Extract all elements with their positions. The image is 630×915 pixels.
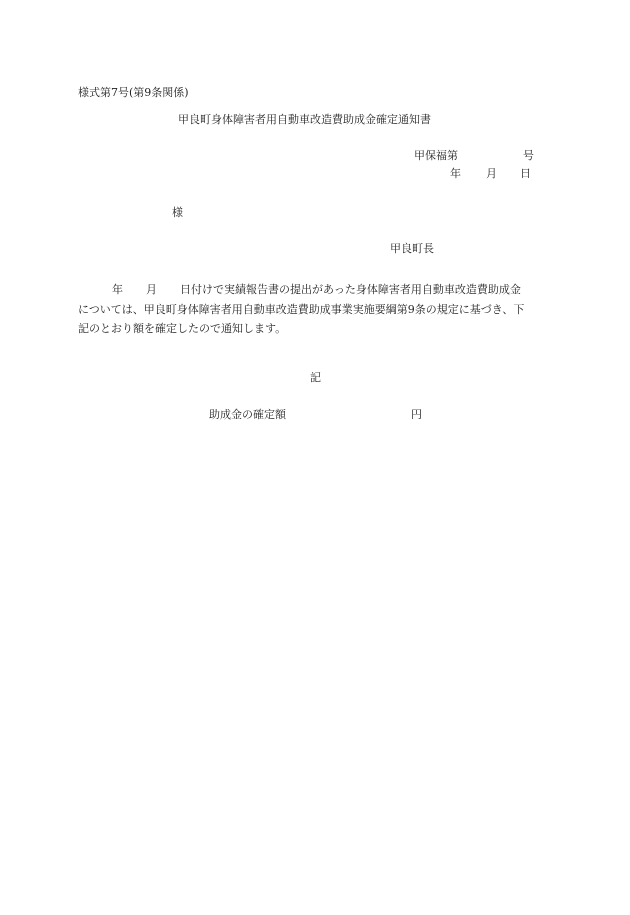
ki-heading: 記 xyxy=(310,371,321,384)
body-line-2: については、甲良町身体障害者用自動車改造費助成事業実施要綱第9条の規定に基づき、下 xyxy=(78,302,525,316)
date-month: 月 xyxy=(486,167,497,180)
doc-number-prefix: 甲保福第 xyxy=(414,149,458,162)
addressee-suffix: 様 xyxy=(172,206,183,219)
doc-number-suffix: 号 xyxy=(523,149,534,162)
body-lead-year: 年 xyxy=(112,283,123,296)
document-title: 甲良町身体障害者用自動車改造費助成金確定通知書 xyxy=(178,113,431,126)
amount-label: 助成金の確定額 xyxy=(209,408,286,421)
body-line-1 xyxy=(78,280,558,300)
sender-name: 甲良町長 xyxy=(390,242,434,255)
form-number: 様式第7号(第9条関係) xyxy=(78,86,189,99)
date-year: 年 xyxy=(450,167,461,180)
body-line-1-text: 日付けで実績報告書の提出があった身体障害者用自動車改造費助成金 xyxy=(180,283,521,296)
body-line-3: 記のとおり額を確定したので通知します。 xyxy=(78,322,287,335)
body-lead-month: 月 xyxy=(146,283,157,296)
date-day: 日 xyxy=(520,167,531,180)
amount-unit: 円 xyxy=(411,408,422,421)
body-paragraph xyxy=(78,280,558,339)
